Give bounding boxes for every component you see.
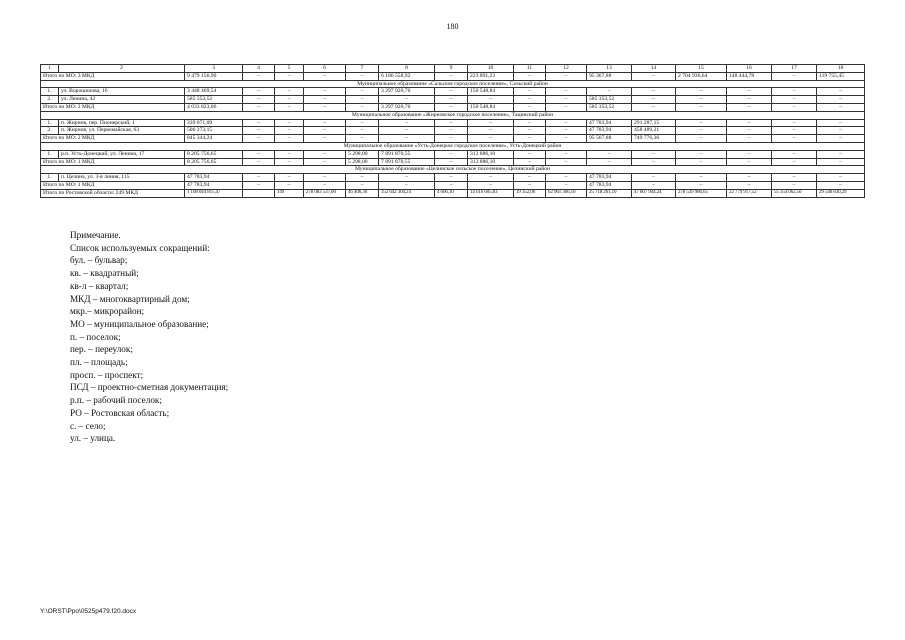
section-header-row: [41, 142, 865, 150]
table-cell: –: [346, 119, 379, 127]
table-cell: 291 287,15: [632, 119, 676, 127]
table-cell: –: [275, 96, 304, 104]
table-cell: 585 353,52: [185, 96, 243, 104]
table-cell: –: [632, 158, 676, 166]
column-number-header: 10: [468, 65, 514, 73]
table-cell: 55 354 062,50: [772, 189, 817, 197]
table-cell: –: [772, 88, 817, 96]
page-number: 180: [446, 22, 459, 31]
column-number-header: 2: [59, 65, 185, 73]
table-cell: –: [772, 96, 817, 104]
row-index: 1.: [41, 88, 59, 96]
table-cell: –: [772, 119, 817, 127]
address-cell: ул. Ворошилова, 16: [59, 88, 185, 96]
subtotal-row: [41, 158, 865, 166]
table-cell: –: [676, 181, 727, 189]
table-cell: 9 479 156,90: [185, 72, 243, 80]
table-cell: –: [435, 150, 468, 158]
table-cell: –: [514, 103, 546, 111]
table-cell: –: [772, 158, 817, 166]
abbreviation-item: п. – поселок;: [70, 331, 121, 342]
total-label: Итого по МО: 2 МКД: [41, 103, 185, 111]
table-cell: 47 807 944,24: [632, 189, 676, 197]
table-cell: 150 548,84: [468, 88, 514, 96]
column-number-header: 3: [185, 65, 243, 73]
table-cell: –: [304, 181, 346, 189]
table-cell: –: [275, 103, 304, 111]
table-cell: –: [379, 96, 435, 104]
table-cell: –: [676, 103, 727, 111]
table-cell: –: [346, 96, 379, 104]
table-row: [41, 127, 865, 135]
table-cell: 47 783,94: [185, 181, 243, 189]
table-cell: 62 961 366,10: [546, 189, 587, 197]
subtotal-row: [41, 103, 865, 111]
table-cell: –: [275, 174, 304, 182]
table-cell: 25 718 261,10: [587, 189, 632, 197]
table-cell: 46 406,36: [346, 189, 379, 197]
table-cell: –: [817, 181, 865, 189]
column-number-header: 15: [676, 65, 727, 73]
table-cell: –: [346, 72, 379, 80]
column-number-header: 1: [41, 65, 59, 73]
abbreviations-notes: [70, 229, 228, 445]
address-cell: п. Жирнов, ул. Первомайская, 63: [59, 127, 185, 135]
table-cell: –: [632, 150, 676, 158]
table-cell: –: [514, 88, 546, 96]
table-cell: –: [275, 119, 304, 127]
table-cell: –: [275, 88, 304, 96]
table-cell: –: [275, 181, 304, 189]
table-cell: –: [304, 119, 346, 127]
table-cell: –: [727, 181, 772, 189]
abbreviation-item: просп. – проспект;: [70, 369, 144, 380]
table-cell: –: [379, 127, 435, 135]
table-cell: –: [817, 96, 865, 104]
abbreviation-item: мкр.– микрорайон;: [70, 306, 145, 317]
row-index: 2.: [41, 96, 59, 104]
table-cell: –: [727, 135, 772, 143]
column-number-header: 8: [379, 65, 435, 73]
table-header-row: [41, 65, 865, 73]
table-cell: 458 489,21: [632, 127, 676, 135]
column-number-header: 16: [727, 65, 772, 73]
table-cell: –: [468, 174, 514, 182]
table-cell: –: [379, 181, 435, 189]
table-cell: –: [346, 88, 379, 96]
table-cell: –: [514, 158, 546, 166]
table-cell: –: [514, 174, 546, 182]
table-cell: –: [676, 150, 727, 158]
table-cell: –: [304, 103, 346, 111]
table-cell: 6 186 558,92: [379, 72, 435, 80]
row-index: 1.: [41, 150, 59, 158]
table-cell: –: [243, 88, 275, 96]
table-cell: 3 297 920,70: [379, 103, 435, 111]
row-index: 2.: [41, 127, 59, 135]
table-cell: –: [676, 96, 727, 104]
table-cell: –: [275, 150, 304, 158]
table-cell: –: [304, 135, 346, 143]
column-number-header: 6: [304, 65, 346, 73]
table-cell: –: [817, 150, 865, 158]
column-number-header: 14: [632, 65, 676, 73]
table-cell: –: [346, 181, 379, 189]
section-header-row: [41, 111, 865, 119]
total-label: Итого по МО: 1 МКД: [41, 158, 185, 166]
abbreviation-item: с. – село;: [70, 420, 106, 431]
table-cell: 845 344,24: [185, 135, 243, 143]
table-cell: 585 353,52: [587, 96, 632, 104]
row-index: 1.: [41, 119, 59, 127]
table-cell: –: [304, 72, 346, 80]
table-cell: –: [435, 181, 468, 189]
table-cell: 3 297 920,70: [379, 88, 435, 96]
table-cell: 29 540 830,29: [817, 189, 865, 197]
table-cell: –: [632, 174, 676, 182]
table-cell: –: [546, 127, 587, 135]
table-cell: –: [546, 72, 587, 80]
address-cell: р.п. Усть-Донецкий, ул. Ленина, 17: [59, 150, 185, 158]
table-cell: –: [468, 127, 514, 135]
table-cell: –: [346, 174, 379, 182]
table-cell: –: [817, 158, 865, 166]
table-cell: 47 783,94: [587, 174, 632, 182]
table-cell: –: [435, 135, 468, 143]
table-cell: 95 567,88: [587, 135, 632, 143]
table-cell: –: [546, 103, 587, 111]
column-number-header: 12: [546, 65, 587, 73]
table-cell: 119 755,45: [817, 72, 865, 80]
table-cell: –: [772, 135, 817, 143]
table-cell: –: [243, 103, 275, 111]
table-cell: 149: [275, 189, 304, 197]
table-cell: 506 273,15: [185, 127, 243, 135]
table-cell: –: [514, 135, 546, 143]
table-cell: –: [632, 103, 676, 111]
abbreviation-item: кв-л – квартал;: [70, 280, 129, 291]
table-cell: –: [546, 150, 587, 158]
table-cell: 2 704 936,64: [676, 72, 727, 80]
grand-total-row: [41, 189, 865, 197]
abbreviation-item: МКД – многоквартирный дом;: [70, 293, 190, 304]
table-cell: –: [817, 127, 865, 135]
table-cell: –: [304, 158, 346, 166]
total-label: Итого по МО: 2 МКД: [41, 135, 185, 143]
abbreviation-item: кв. – квадратный;: [70, 268, 139, 279]
table-cell: –: [587, 88, 632, 96]
table-cell: –: [727, 150, 772, 158]
abbreviation-item: пл. – площадь;: [70, 357, 128, 368]
table-cell: 278 083 537,00: [304, 189, 346, 197]
table-cell: 47 783,94: [587, 119, 632, 127]
abbreviation-item: пер. – переулок;: [70, 344, 133, 355]
table-cell: –: [243, 96, 275, 104]
abbreviation-item: р.п. – рабочий поселок;: [70, 395, 162, 406]
table-cell: 313 886,10: [468, 150, 514, 158]
table-cell: –: [514, 181, 546, 189]
table-cell: –: [772, 127, 817, 135]
table-cell: 47 783,94: [587, 127, 632, 135]
table-cell: –: [275, 127, 304, 135]
table-cell: –: [514, 72, 546, 80]
subtotal-row: [41, 135, 865, 143]
table-cell: 95 367,88: [587, 72, 632, 80]
report-table-container: [40, 64, 864, 198]
table-cell: –: [275, 158, 304, 166]
table-cell: –: [546, 88, 587, 96]
table-row: [41, 88, 865, 96]
table-cell: –: [435, 103, 468, 111]
table-cell: –: [304, 88, 346, 96]
table-cell: –: [676, 127, 727, 135]
table-cell: –: [772, 181, 817, 189]
table-cell: –: [632, 88, 676, 96]
table-cell: 4 606,10: [435, 189, 468, 197]
table-cell: 5 298,00: [346, 150, 379, 158]
table-cell: 5 298,00: [346, 158, 379, 166]
table-cell: –: [304, 96, 346, 104]
table-cell: 1 108 044 815,47: [185, 189, 243, 197]
table-row: [41, 150, 865, 158]
table-cell: 4 033 823,06: [185, 103, 243, 111]
report-table: [40, 64, 865, 198]
table-cell: –: [379, 119, 435, 127]
table-cell: –: [243, 135, 275, 143]
table-cell: –: [632, 181, 676, 189]
total-label: Итого по Ростовской области: 249 МКД: [41, 189, 185, 197]
table-cell: –: [676, 158, 727, 166]
table-cell: –: [727, 88, 772, 96]
section-header-row: [41, 166, 865, 174]
table-cell: –: [772, 72, 817, 80]
table-cell: –: [304, 174, 346, 182]
table-cell: –: [587, 158, 632, 166]
abbreviation-item: бул. – бульвар;: [70, 255, 128, 266]
table-cell: –: [346, 135, 379, 143]
table-cell: –: [632, 96, 676, 104]
table-cell: –: [275, 72, 304, 80]
table-cell: –: [346, 127, 379, 135]
table-cell: 339 071,09: [185, 119, 243, 127]
table-cell: 47 783,94: [185, 174, 243, 182]
section-header-row: [41, 80, 865, 88]
table-cell: –: [546, 119, 587, 127]
table-cell: 223 891,23: [468, 72, 514, 80]
table-cell: –: [243, 174, 275, 182]
table-cell: –: [587, 150, 632, 158]
table-cell: –: [435, 96, 468, 104]
table-cell: –: [727, 96, 772, 104]
column-number-header: 17: [772, 65, 817, 73]
table-cell: –: [435, 88, 468, 96]
table-cell: –: [435, 158, 468, 166]
table-cell: –: [243, 119, 275, 127]
table-cell: –: [772, 103, 817, 111]
table-cell: –: [727, 103, 772, 111]
table-cell: 7 891 870,55: [379, 150, 435, 158]
table-cell: 7 891 870,55: [379, 158, 435, 166]
table-cell: –: [546, 158, 587, 166]
column-number-header: 4: [243, 65, 275, 73]
table-cell: –: [546, 96, 587, 104]
table-cell: –: [676, 174, 727, 182]
table-cell: –: [243, 72, 275, 80]
abbreviation-item: ул. – улица.: [70, 433, 116, 444]
table-cell: –: [435, 72, 468, 80]
table-cell: 585 353,52: [587, 103, 632, 111]
table-cell: –: [435, 127, 468, 135]
table-cell: –: [243, 150, 275, 158]
abbreviation-item: МО – муниципальное образование;: [70, 318, 209, 329]
table-row: [41, 96, 865, 104]
section-title: Муниципальное образование «Жирновское городское поселение», Тацинский район: [41, 111, 865, 119]
table-cell: –: [676, 119, 727, 127]
table-cell: –: [727, 158, 772, 166]
column-number-header: 9: [435, 65, 468, 73]
table-cell: 278 539 986,65: [676, 189, 727, 197]
subtotal-row: [41, 72, 865, 80]
table-cell: –: [514, 127, 546, 135]
table-cell: –: [435, 174, 468, 182]
table-cell: –: [468, 135, 514, 143]
abbreviation-item: РО – Ростовская область;: [70, 407, 170, 418]
table-cell: –: [546, 174, 587, 182]
table-cell: 8 205 756,65: [185, 150, 243, 158]
total-label: Итого по МО: 1 МКД: [41, 181, 185, 189]
table-cell: –: [275, 135, 304, 143]
table-cell: –: [727, 127, 772, 135]
file-path-footer: Y:\ORST\Ppo\0525p479.f20.docx: [40, 608, 137, 615]
table-cell: 150 548,84: [468, 103, 514, 111]
table-cell: –: [514, 96, 546, 104]
subtotal-row: [41, 181, 865, 189]
table-cell: –: [243, 158, 275, 166]
table-cell: –: [468, 96, 514, 104]
table-cell: 3 448 469,54: [185, 88, 243, 96]
column-number-header: 5: [275, 65, 304, 73]
table-row: [41, 174, 865, 182]
table-row: [41, 119, 865, 127]
notes-title: Примечание.: [70, 230, 121, 240]
table-cell: –: [817, 88, 865, 96]
table-cell: –: [304, 127, 346, 135]
section-title: Муниципальное образование «Сальское городское поселение», Сальский район: [41, 80, 865, 88]
table-cell: 352 642 304,24: [379, 189, 435, 197]
table-cell: –: [379, 135, 435, 143]
address-cell: п. Целина, ул. 3-я линия, 115: [59, 174, 185, 182]
address-cell: п. Жирнов, пер. Пионерский, 1: [59, 119, 185, 127]
table-cell: 313 886,10: [468, 158, 514, 166]
section-title: Муниципальное образование «Усть-Донецкое городское поселение», Усть-Донецкий район: [41, 142, 865, 150]
table-cell: 749 776,36: [632, 135, 676, 143]
table-cell: 8 205 756,65: [185, 158, 243, 166]
table-cell: –: [817, 119, 865, 127]
address-cell: ул. Ленина, 42: [59, 96, 185, 104]
table-cell: –: [346, 103, 379, 111]
table-cell: –: [546, 181, 587, 189]
table-cell: –: [243, 127, 275, 135]
table-cell: [243, 189, 275, 197]
table-cell: –: [514, 150, 546, 158]
table-cell: –: [676, 135, 727, 143]
table-cell: 14 616 605,83: [468, 189, 514, 197]
table-cell: –: [468, 181, 514, 189]
table-cell: –: [817, 135, 865, 143]
column-number-header: 13: [587, 65, 632, 73]
row-index: 1.: [41, 174, 59, 182]
column-number-header: 11: [514, 65, 546, 73]
table-cell: –: [772, 174, 817, 182]
column-number-header: 7: [346, 65, 379, 73]
table-cell: –: [727, 119, 772, 127]
total-label: Итого по МО: 3 МКД: [41, 72, 185, 80]
table-cell: –: [379, 174, 435, 182]
table-cell: –: [817, 174, 865, 182]
table-cell: –: [632, 72, 676, 80]
table-cell: –: [304, 150, 346, 158]
table-cell: –: [243, 181, 275, 189]
table-cell: 148 444,78: [727, 72, 772, 80]
table-cell: –: [772, 150, 817, 158]
table-cell: 22 779 917,52: [727, 189, 772, 197]
table-cell: –: [817, 103, 865, 111]
abbreviation-item: Список используемых сокращений:: [70, 242, 210, 253]
table-cell: 47 783,94: [587, 181, 632, 189]
abbreviation-item: ПСД – проектно-сметная документация;: [70, 382, 229, 393]
table-cell: –: [435, 119, 468, 127]
table-cell: –: [514, 119, 546, 127]
table-cell: –: [546, 135, 587, 143]
table-cell: –: [468, 119, 514, 127]
section-title: Муниципальное образование «Целинское сельское поселение», Целинский район: [41, 166, 865, 174]
column-number-header: 18: [817, 65, 865, 73]
table-cell: –: [676, 88, 727, 96]
table-cell: 19 352,06: [514, 189, 546, 197]
table-cell: –: [727, 174, 772, 182]
